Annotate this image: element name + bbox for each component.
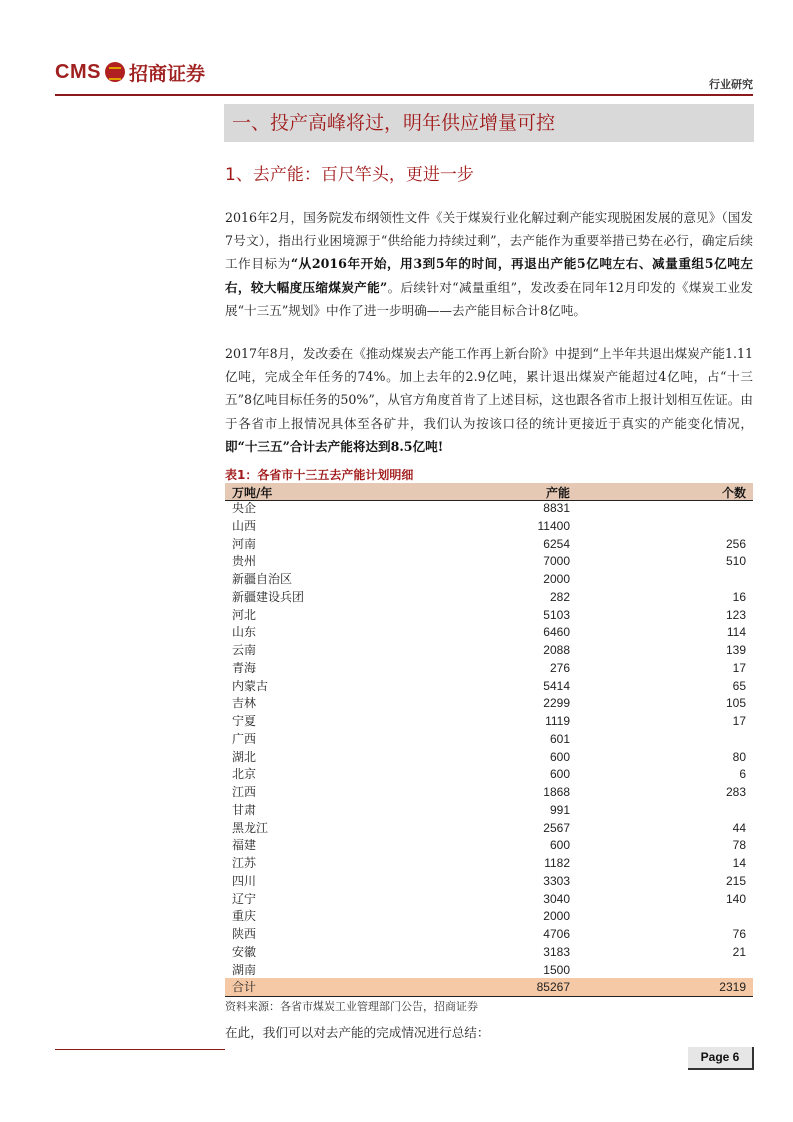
- row-capacity: 2088: [543, 643, 570, 657]
- row-capacity: 601: [549, 731, 570, 746]
- row-capacity: 600: [549, 838, 570, 853]
- row-province: 陕西: [232, 927, 257, 941]
- row-capacity: 3183: [543, 944, 570, 959]
- logo-cms-text: CMS: [55, 60, 101, 83]
- table-row: [225, 873, 753, 891]
- row-capacity: 282: [549, 589, 570, 604]
- table-row: [225, 713, 753, 731]
- paragraph-1-text-a: 2016年2月，国务院发布纲领性文件《关于煤炭行业化解过剩产能实现脱困发展的意见》（国发7号文），指出行业困境源于“供给能力持续过剩”，去产能作为重要举措已势在必行，确定后续工作目标为: [225, 210, 753, 272]
- row-capacity: 4706: [543, 927, 570, 941]
- table-row: [225, 784, 753, 802]
- row-province: 湖北: [232, 749, 257, 764]
- paragraph-2: [225, 342, 753, 458]
- table-total-row: [225, 978, 753, 996]
- total-label: 合计: [232, 980, 257, 994]
- table-row: [225, 837, 753, 855]
- table-row: [225, 678, 753, 696]
- row-count: 139: [725, 643, 746, 657]
- row-capacity: 6460: [543, 625, 570, 640]
- row-province: 内蒙古: [232, 678, 269, 693]
- paragraph-1-text-b: 。后续针对“减量重组”，发改委在同年12月印发的《煤炭工业发展“十三五”规划》中作了进一步明确——去产能目标合计8亿吨。: [225, 279, 753, 318]
- table-row: [225, 962, 753, 980]
- table-header-count: 个数: [721, 486, 746, 500]
- table-row: [225, 926, 753, 944]
- row-count: 17: [732, 660, 746, 675]
- row-province: 黑龙江: [232, 820, 269, 835]
- row-count: 76: [732, 927, 746, 941]
- row-capacity: 7000: [543, 554, 570, 569]
- row-province: 宁夏: [232, 714, 257, 728]
- table-row: [225, 855, 753, 873]
- row-province: 辽宁: [232, 891, 257, 906]
- row-capacity: 600: [549, 767, 570, 782]
- row-capacity: 1119: [545, 714, 570, 728]
- row-province: 青海: [232, 660, 257, 675]
- row-capacity: 6254: [543, 536, 570, 551]
- table-bottom-rule: [225, 996, 753, 997]
- table-row: [225, 820, 753, 838]
- page-number: Page 6: [688, 1047, 754, 1070]
- table-row: [225, 944, 753, 962]
- row-capacity: 600: [549, 749, 570, 764]
- table-row: [225, 660, 753, 678]
- header-divider: [55, 94, 753, 96]
- logo-emblem-icon: [105, 62, 125, 82]
- table-row: [225, 749, 753, 767]
- row-capacity: 5103: [543, 607, 570, 622]
- row-province: 甘肃: [232, 802, 257, 817]
- paragraph-1-bold: “从2016年开始，用3到5年的时间，再退出产能5亿吨左右、减量重组5亿吨左右，较大幅度压缩煤炭产能”: [225, 256, 753, 295]
- row-count: 140: [725, 891, 746, 906]
- total-count: 2319: [719, 980, 746, 994]
- table-row: [225, 642, 753, 660]
- row-capacity: 8831: [543, 501, 570, 515]
- table-body: [225, 500, 753, 979]
- row-count: 105: [725, 696, 746, 711]
- row-province: 北京: [232, 767, 257, 782]
- logo-cn-text: 招商证券: [128, 62, 205, 85]
- table-header-unit: 万吨/年: [232, 486, 273, 500]
- row-capacity: 2299: [543, 696, 570, 711]
- row-province: 贵州: [232, 554, 257, 569]
- row-capacity: 3303: [543, 873, 570, 888]
- table-row: [225, 553, 753, 571]
- row-province: 山西: [232, 518, 257, 533]
- row-capacity: 3040: [543, 891, 570, 906]
- table-row: [225, 607, 753, 625]
- row-count: 17: [732, 714, 746, 728]
- footer-divider: [55, 1049, 225, 1050]
- table-caption: 表1：各省市十三五去产能计划明细: [225, 468, 414, 482]
- row-count: 65: [732, 678, 746, 693]
- row-count: 44: [732, 820, 746, 835]
- row-capacity: 1868: [543, 785, 570, 799]
- row-count: 78: [732, 838, 746, 853]
- row-count: 14: [732, 856, 746, 870]
- closing-text: 在此，我们可以对去产能的完成情况进行总结：: [225, 1025, 490, 1040]
- subsection-title: 1、去产能：百尺竿头，更进一步: [225, 165, 474, 185]
- company-logo: [55, 56, 205, 88]
- row-count: 256: [725, 536, 746, 551]
- row-capacity: 2000: [543, 572, 570, 586]
- row-province: 新疆自治区: [232, 572, 293, 586]
- row-province: 重庆: [232, 909, 257, 924]
- row-province: 山东: [232, 625, 257, 640]
- table-row: [225, 624, 753, 642]
- row-province: 吉林: [232, 696, 257, 711]
- row-capacity: 276: [549, 660, 570, 675]
- row-capacity: 991: [549, 802, 570, 817]
- row-count: 21: [732, 944, 746, 959]
- row-count: 215: [725, 873, 746, 888]
- section-title: 一、投产高峰将过，明年供应增量可控: [232, 112, 556, 134]
- row-count: 16: [732, 589, 746, 604]
- table-source-note: 资料来源：各省市煤炭工业管理部门公告，招商证券: [225, 1000, 478, 1013]
- row-capacity: 5414: [543, 678, 570, 693]
- row-province: 江西: [232, 785, 257, 799]
- paragraph-2-text: 2017年8月，发改委在《推动煤炭去产能工作再上新台阶》中提到“上半年共退出煤炭产能1.11亿吨，完成全年任务的74%。加上去年的2.9亿吨，累计退出煤炭产能超过4亿吨，占“十三五”8亿吨目标任务的50%”，从官方角度首肯了上述目标，这也跟各省市上报计划相互佐证。由于各省市上报情况具体至各矿井，我们认为按该口径的统计更接近于真实的产能变化情况，: [225, 346, 753, 431]
- row-province: 云南: [232, 643, 257, 657]
- report-type-label: 行业研究: [709, 78, 753, 91]
- row-count: 123: [725, 607, 746, 622]
- table-row: [225, 536, 753, 554]
- table-row: [225, 695, 753, 713]
- row-capacity: 1182: [544, 856, 570, 870]
- row-province: 湖南: [232, 962, 257, 977]
- total-capacity: 85267: [536, 980, 570, 994]
- row-province: 广西: [232, 731, 257, 746]
- table-row: [225, 500, 753, 518]
- row-province: 央企: [232, 501, 257, 515]
- paragraph-1: [225, 206, 753, 322]
- row-province: 四川: [232, 873, 257, 888]
- row-province: 江苏: [232, 856, 257, 870]
- table-row: [225, 908, 753, 926]
- row-capacity: 2567: [543, 820, 570, 835]
- table-row: [225, 766, 753, 784]
- row-count: 510: [725, 554, 746, 569]
- row-province: 河北: [232, 607, 257, 622]
- row-count: 114: [726, 625, 746, 640]
- row-province: 安徽: [232, 944, 257, 959]
- table-row: [225, 802, 753, 820]
- row-capacity: 2000: [543, 909, 570, 924]
- paragraph-2-bold: 即“十三五”合计去产能将达到8.5亿吨!: [225, 438, 444, 454]
- table-row: [225, 518, 753, 536]
- table-row: [225, 571, 753, 589]
- row-capacity: 1500: [543, 962, 570, 977]
- table-row: [225, 731, 753, 749]
- row-province: 河南: [232, 536, 257, 551]
- row-capacity: 11400: [537, 518, 570, 533]
- row-province: 福建: [232, 838, 257, 853]
- table-row: [225, 589, 753, 607]
- row-count: 283: [725, 785, 746, 799]
- table-header-capacity: 产能: [545, 486, 570, 500]
- row-count: 80: [732, 749, 746, 764]
- table-row: [225, 891, 753, 909]
- row-count: 6: [739, 767, 746, 782]
- row-province: 新疆建设兵团: [232, 589, 305, 604]
